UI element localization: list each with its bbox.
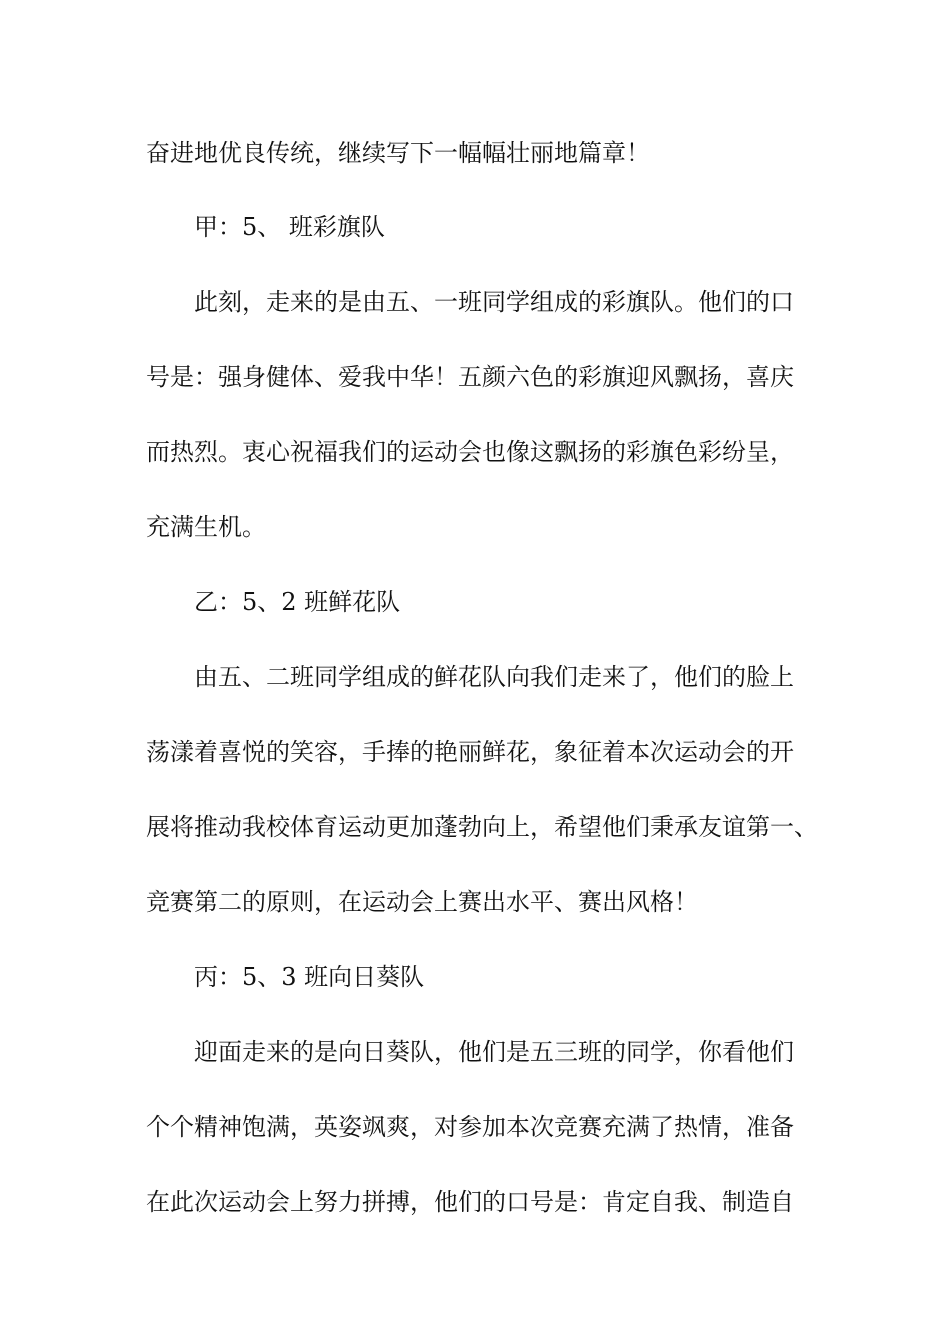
section-heading-bing: 丙：5、3 班向日葵队 (194, 963, 425, 991)
paragraph-line: 奋进地优良传统，继续写下一幅幅壮丽地篇章！ (146, 139, 650, 167)
paragraph-line: 而热烈。衷心祝福我们的运动会也像这飘扬的彩旗色彩纷呈， (146, 438, 794, 466)
section-heading-yi: 乙：5、2 班鲜花队 (194, 588, 401, 616)
paragraph-line: 展将推动我校体育运动更加蓬勃向上，希望他们秉承友谊第一、 (146, 813, 818, 841)
paragraph-line: 在此次运动会上努力拼搏，他们的口号是：肯定自我、制造自 (146, 1188, 794, 1216)
paragraph-line: 个个精神饱满，英姿飒爽，对参加本次竞赛充满了热情，准备 (146, 1113, 794, 1141)
paragraph-line: 充满生机。 (146, 513, 266, 541)
paragraph-line: 竞赛第二的原则，在运动会上赛出水平、赛出风格！ (146, 888, 698, 916)
paragraph-line: 荡漾着喜悦的笑容，手捧的艳丽鲜花，象征着本次运动会的开 (146, 738, 794, 766)
paragraph-line: 此刻，走来的是由五、一班同学组成的彩旗队。他们的口 (194, 288, 794, 316)
paragraph-line: 号是：强身健体、爱我中华！五颜六色的彩旗迎风飘扬，喜庆 (146, 363, 794, 391)
paragraph-line: 由五、二班同学组成的鲜花队向我们走来了，他们的脸上 (194, 663, 794, 691)
paragraph-line: 迎面走来的是向日葵队，他们是五三班的同学，你看他们 (194, 1038, 794, 1066)
section-heading-jia: 甲：5、 班彩旗队 (194, 213, 385, 241)
